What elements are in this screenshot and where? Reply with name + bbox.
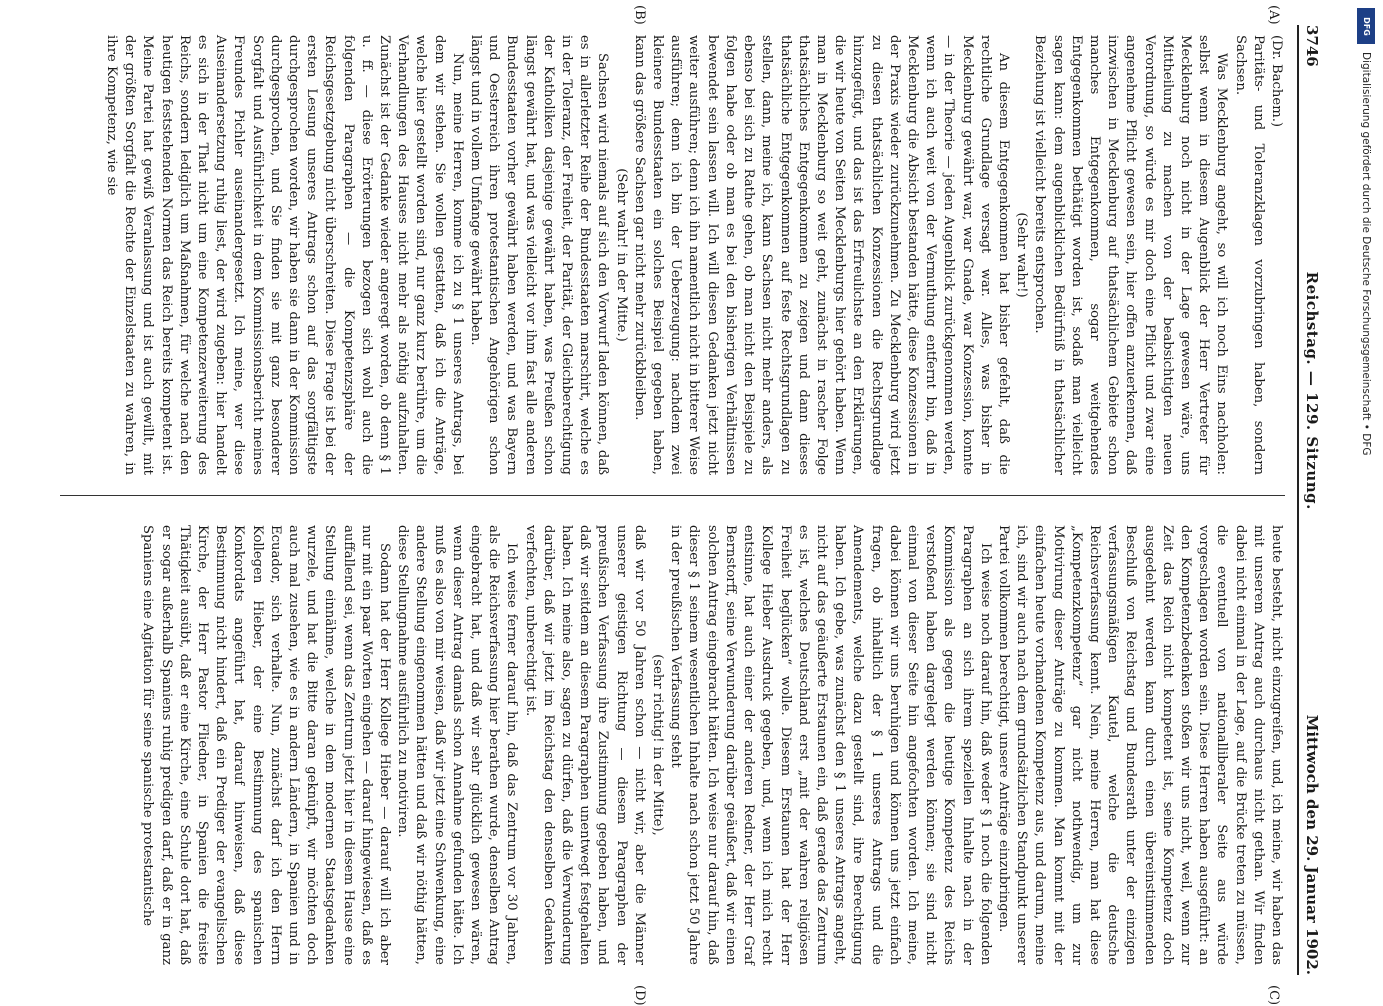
paragraph: Sodann hat der Herr Kollege Hieber — darauf will ich aber nur mit ein paar Worten eingehen — darauf hingewiesen, daß es auffallend sei, wenn das Zentrum jetzt hier in diesem Hause eine Stellung einnähme, welche in dem modernen Staatsgedanken wurzele, und hat die Bitte daran geknüpft, wir möchten doch auch mal zusehen, wie es in andern Ländern, in Spanien und in Ecuador, sich verhalte. Nun, zunächst darf ich den Herrn Kollegen Hieber, der eine Bestimmung des spanischen Konkordats angeführt hat, darauf hinweisen, daß diese Bestimmung nicht hindert, daß ein Prediger der evangelischen Kirche, der Herr Pastor Fliedner, in Spanien die freiste Thätigkeit ausübt, daß er eine Kirche, eine Schule dort hat, daß er sogar außerhalb Spaniens ruhig predigen darf, daß er in ganz Spaniens eine Agitation für seine spanische protestantische: [140, 525, 393, 965]
page-number: 3746: [1303, 25, 1321, 67]
margin-marker-a: (A): [1266, 5, 1281, 25]
paragraph: daß wir vor 50 Jahren schon — nicht wir, aber die Männer unserer geistigen Richtung — diesem Paragraphen der preußischen Verfassung ihre Zustimmung gegeben haben, und daß wir seitdem an diesem Paragraphen unentwegt festgehalten haben. Ich meine also, sagen zu dürfen, daß die Verwunderung darüber, daß wir jetzt im Reichstag den denselben Gedanken verfechten, unberechtigt ist.: [522, 525, 647, 965]
dfg-logo: DFG: [1357, 8, 1375, 44]
paragraph: Ich weise noch darauf hin, daß weder § 1 noch die folgenden Paragraphen an sich ihrem speziellen Inhalte nach in der Kommission als gegen die heutige Kompetenz des Reichs verstoßend haben dargelegt werden können; sie sind nicht einmal von dieser Seite hin angefochten worden. Ich meine, dabei können wir uns beruhigen und können uns jetzt einfach fragen, ob inhaltlich der § 1 unseres Antrags und die Amendements, welche dazu gestellt sind, ihre Berechtigung haben. Ich gebe, was zunächst den § 1 unseres Antrags angeht, nicht auf das geäußerte Erstaunen ein, daß gerade das Zentrum es ist, welches Deutschland erst „mit der wahren religiösen Freiheit beglücken“ wolle. Diesem Erstaunen hat der Herr Kollege Hieber Ausdruck gegeben, und, wenn ich mich recht entsinne, hat auch einer der anderen Redner, der Herr Graf Bernstorff, seine Verwunderung darüber geäußert, daß wir einen solchen Antrag eingebracht hätten. Ich weise nur darauf hin, daß dieser § 1 seinem wesentlichen Inhalte nach schon jetzt 50 Jahre in der preußischen Verfassung steht: [668, 525, 993, 965]
page-title: Reichstag. — 129. Sitzung.: [1303, 271, 1321, 510]
paragraph: Paritäts- und Toleranzklagen vorzubringen haben, sondern Sachsen.: [1232, 35, 1266, 475]
watermark-text: Digitalisierung gefördert durch die Deutsche Forschungsgemeinschaft • DFG: [1360, 52, 1372, 456]
page-header: [1297, 25, 1337, 975]
paragraph: Nun, meine Herren, komme ich zu § 1 unseres Antrags, bei dem wir stehen. Sie wollen gestatten, daß ich die Anträge, welche hier gestellt worden sind, nur ganz kurz berühre, um die Verhandlungen des Hauses nicht mehr als nöthig aufzuhalten. Zunächst ist der Gedanke wieder angeregt worden, ob denn § 1 u. ff. — diese Erörterungen bezogen sich wohl auch die folgenden Paragraphen — die Kompetenzsphäre der Reichsgesetzgebung nicht überschreiten. Diese Frage ist bei der ersten Lesung unseres Antrags schon auf das sorgfältigste durchgesprochen worden, wir haben sie dann in der Kommission durchgesprochen, und Sie finden sie mit ganz besonderer Sorgfalt und Ausführlichkeit in dem Kommissionsbericht meines Freundes Pichler auseinandergesetzt. Ich meine, wer diese Auseinandersetzung ruhig liest, der wird zugeben: hier handelt es sich in der That nicht um eine Kompetenzerweiterung des Reichs, sondern lediglich um Maßnahmen, für welche nach den heutigen feststehenden Normen das Reich bereits kompetent ist. Meine Partei hat gewiß Veranlassung und ist auch gewillt, mit der größten Sorgfalt die Rechte der Einzelstaaten zu wahren, in ihre Kompetenz, wie sie: [104, 35, 465, 475]
margin-marker-d: (D): [632, 985, 647, 1006]
page-date: Mittwoch den 29. Januar 1902.: [1303, 714, 1321, 975]
paragraph: Sachsen wird niemals auf sich den Vorwurf laden können, daß es in allerletzter Reihe der Bundesstaaten marschirt, welche es in der Toleranz, der Freiheit, der Parität, der Gleichberechtigung der Katholiken dasjenige gewährt haben, was Preußen schon längst gewährt hat, und was vielleicht vor ihm fast alle anderen Bundesstaaten vorher gewährt haben werden, und was Bayern und Oesterreich ihren protestantischen Angehörigen schon längst und in vollem Umfange gewährt haben.: [468, 35, 611, 475]
paragraph: Was Mecklenburg angeht, so will ich noch Eins nachholen: selbst wenn in diesem Augenblick der Herr Vertreter für Mecklenburg noch nicht in der Lage gewesen wäre, uns Mittheilung zu machen von der beabsichtigten neuen Verordnung, so würde es mir doch eine Pflicht und zwar eine angenehme Pflicht gewesen sein, hier offen anzuerkennen, daß inzwischen in Mecklenburg auf thatsächlichem Gebiete schon manches Entgegenkommen, sogar weitgehendes Entgegenkommen bethätigt worden ist, sodaß man vielleicht sagen kann: dem augenblicklichen Bedürfniß in thatsächlicher Beziehung ist vielleicht bereits entsprochen.: [1032, 35, 1230, 475]
interjection: (Sehr wahr! in der Mitte.): [613, 168, 629, 342]
column-divider: [60, 495, 1285, 496]
interjection: (sehr richtig! in der Mitte),: [650, 654, 666, 836]
margin-marker-c: (C): [1266, 985, 1281, 1006]
interjection: (Sehr wahr!): [1014, 212, 1030, 298]
digitization-watermark: [1355, 8, 1377, 993]
margin-marker-b: (B): [632, 5, 647, 25]
right-column: [138, 525, 1285, 965]
left-column: [102, 35, 1285, 475]
rotated-page: [54, 5, 1337, 1006]
paragraph: An diesem Entgegenkommen hat bisher gefehlt, daß die rechtliche Grundlage versagt war. Alles, was bisher in Mecklenburg gewährt war, war Gnade, war Konzession, konnte — in der Theorie — jeden Augenblick zurückgenommen werden, wenn ich auch weit von der Vermuthung entfernt bin, daß in Mecklenburg die Absicht bestanden hätte, diese Konzessionen in der Praxis wieder zurückzunehmen. Zu Mecklenburg wird jetzt zu diesen thatsächlichen Konzessionen die Rechtsgrundlage hinzugefügt, und das ist das Erfreulichste an den Erklärungen, die wir heute von Seiten Mecklenburgs hier gehört haben. Wenn man in Mecklenburg so weit geht, zunächst in rascher Folge thatsächliches Entgegenkommen zu zeigen und dann dieses thatsächliche Entgegenkommen auf feste Rechtsgrundlagen zu stellen, dann, meine ich, kann Sachsen nicht mehr anders, als ebenso bei sich zu Rathe gehen, ob man nicht den Beispiele zu folgen habe oder ob man es bei den bisherigen Verhältnissen bewendet sein lassen will. Ich will diesen Gedanken jetzt nicht weiter ausführen; denn ich ihn namentlich nicht in bitterer Weise ausführen; denn ich bin der Ueberzeugung: nachdem zwei kleinere Bundesstaaten ein solches Beispiel gegeben haben, kann das größere Sachsen gar nicht mehr zurückbleiben.: [631, 35, 1011, 475]
speaker-label: (Dr. Bachem.): [1269, 35, 1284, 128]
paragraph: Ich weise ferner darauf hin, daß das Zentrum vor 30 Jahren, als die Reichsverfassung hier berathen wurde, denselben Antrag eingebracht hat, und daß wir sehr glücklich gewesen wären, wenn dieser Antrag damals schon Annahme gefunden hätte. Ich muß es also von mir weisen, daß wir jetzt eine Schwenkung, eine andere Stellung eingenommen hätten und daß wir nöthig hätten, diese Stellungnahme ausführlich zu motiviren.: [395, 525, 520, 965]
paragraph: heute besteht, nicht einzugreifen, und, ich meine, wir haben das mit unserem Antrag auch durchaus nicht gethan. Wir finden dabei nicht einmal in der Lage, auf die Brücke treten zu müssen, die eventuell von nationalliberaler Seite aus würde vorgeschlagen worden sein. Diese Herren haben ausgeführt: an den Kompetenzbedenken stoßen wir uns nicht, weil, wenn zur Zeit das Reich nicht kompetent ist, seine Kompetenz doch ausgedehnt werden kann durch einen übereinstimmenden Beschluß von Reichstag und Bundesrath unter der einzigen verfassungsmäßigen Kautel, welche die deutsche Reichsverfassung kennt. Nein, meine Herren, man hat diese „Kompetenzkompetenz“ gar nicht nothwendig, um zur Motivirung dieser Anträge zu kommen. Man kommt mit der einfachen heute vorhandenen Kompetenz aus, und darum, meine ich, sind wir auch nach dem grundsätzlichen Standpunkt unserer Partei vollkommen berechtigt, unsere Anträge einzubringen.: [995, 525, 1284, 965]
